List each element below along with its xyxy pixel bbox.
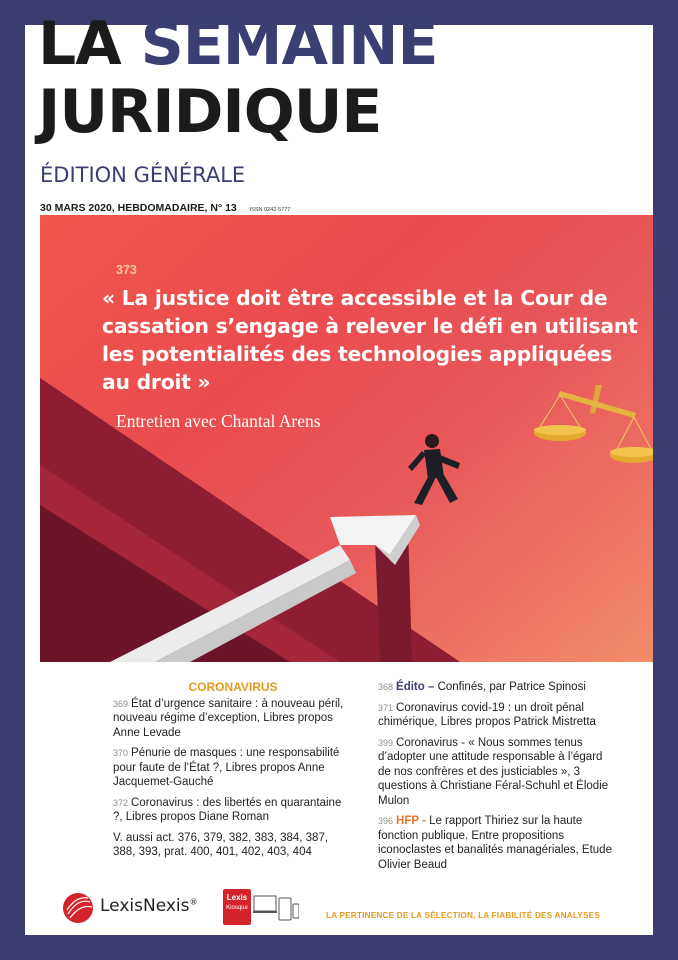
entry-keyword: HFP - — [396, 815, 426, 827]
contents-entry[interactable] — [113, 697, 353, 741]
contents-entry[interactable] — [113, 746, 353, 790]
contents-entry[interactable] — [378, 814, 618, 872]
section-heading: CORONAVIRUS — [188, 680, 278, 694]
masthead-la: LA — [38, 9, 121, 79]
entry-text: Coronavirus : des libertés en quarantaine ?, Libres propos Diane Roman — [113, 796, 342, 823]
entry-keyword: Édito – — [396, 681, 435, 693]
contents-right-column — [378, 680, 618, 878]
cover-story-number: 373 — [116, 263, 137, 277]
entry-number: 399 — [378, 737, 394, 748]
masthead-title-line1 — [38, 9, 438, 79]
issue-date: 30 MARS 2020, HEBDOMADAIRE, N° 13 — [40, 202, 237, 214]
entry-number: 396 — [378, 816, 394, 826]
entry-number: 372 — [113, 797, 129, 808]
entry-text: Pénurie de masques : une responsabilité pour faute de l’État ?, Libres propos Anne Jacquemet-Gauché — [113, 747, 340, 788]
brand-name — [100, 896, 198, 916]
badge-line2: Kiosque — [226, 905, 248, 911]
cover-illustration — [40, 215, 653, 662]
entry-text: Coronavirus - « Nous sommes tenus d’adopter une attitude responsable à l’égard de nos confrères et des justiciables », 3 questions à Christiane Féral-Schuhl et Élodie Mulon — [378, 736, 609, 807]
entry-text: Coronavirus covid-19 : un droit pénal chimérique, Libres propos Patrick Mistretta — [378, 701, 596, 728]
see-also: V. aussi act. 376, 379, 382, 383, 384, 387, 388, 393, prat. 400, 401, 402, 403, 404 — [113, 831, 329, 858]
contents-entry[interactable] — [113, 796, 353, 825]
badge-line1: Lexis — [226, 893, 248, 902]
cover-story-title: « La justice doit être accessible et la Cour de cassation s’engage à relever le défi en utilisant les potentialités des technologies appliquées au droit » — [102, 286, 638, 394]
edition-label: ÉDITION GÉNÉRALE — [40, 163, 246, 187]
lexisnexis-logo-icon — [62, 892, 94, 924]
dateline — [40, 202, 290, 214]
brand-mark: ® — [189, 897, 198, 907]
cover-story-subtitle: Entretien avec Chantal Arens — [116, 411, 321, 431]
tagline: LA PERTINENCE DE LA SÉLECTION, LA FIABILITÉ DES ANALYSES — [326, 911, 600, 920]
hero-artwork — [40, 215, 653, 662]
entry-text: Le rapport Thiriez sur la haute fonction publique. Entre propositions iconoclastes et banalités managériales, Etude Olivier Beaud — [378, 815, 612, 871]
entry-number: 369 — [113, 698, 129, 709]
entry-text: État d’urgence sanitaire : à nouveau péril, nouveau régime d’exception, Libres propos Anne Levade — [113, 697, 344, 739]
brand-text: LexisNexis — [100, 896, 190, 916]
entry-number: 368 — [378, 682, 394, 692]
contents-entry[interactable] — [378, 701, 618, 730]
masthead-semaine: SEMAINE — [140, 9, 438, 79]
contents-entry[interactable] — [378, 736, 618, 809]
entry-number: 371 — [378, 702, 394, 713]
device-icons — [253, 894, 299, 924]
entry-text: Confinés, par Patrice Spinosi — [437, 681, 586, 693]
contents-left-column — [113, 680, 353, 866]
entry-number: 370 — [113, 748, 129, 758]
lexis-kiosque-badge — [223, 889, 251, 925]
masthead-juridique: JURIDIQUE — [38, 77, 382, 147]
contents-entry[interactable] — [378, 680, 618, 695]
issn: ISSN 0242-5777 — [249, 207, 291, 213]
